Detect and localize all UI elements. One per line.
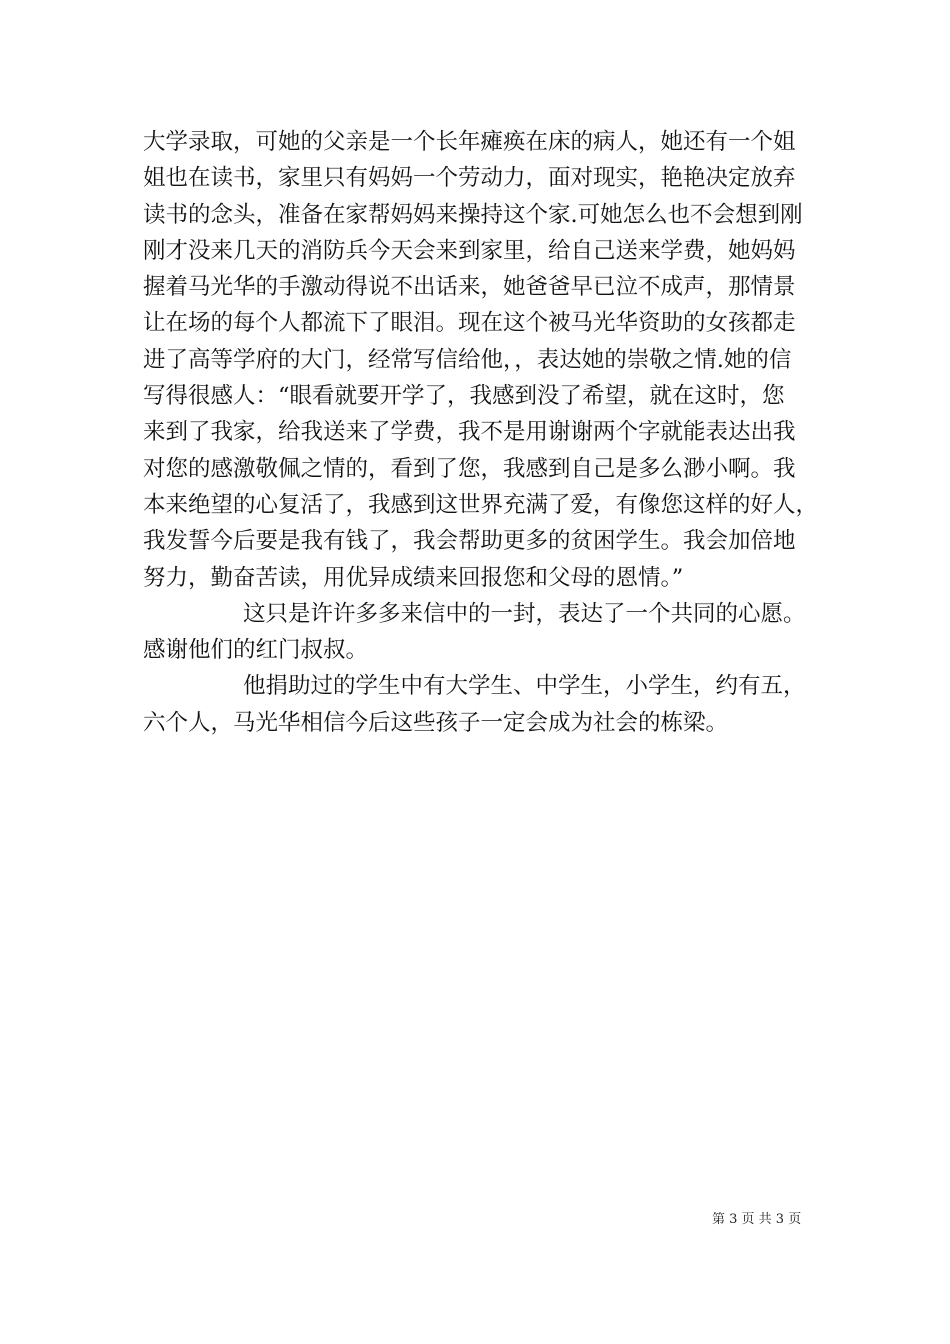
text-line: 我发誓今后要是我有钱了，我会帮助更多的贫困学生。我会加倍地: [143, 528, 796, 555]
body-text: [143, 124, 819, 741]
text-line: 本来绝望的心复活了，我感到这世界充满了爱，有像您这样的好人，: [143, 491, 819, 518]
text-line: 对您的感激敬佩之情的，看到了您，我感到自己是多么渺小啊。我: [143, 455, 796, 482]
text-line: 大学录取，可她的父亲是一个长年瘫痪在床的病人，她还有一个姐: [143, 129, 796, 155]
text-line-indented: 这只是许许多多来信中的一封，表达了一个共同的心愿。: [243, 600, 806, 627]
text-line: 刚才没来几天的消防兵今天会来到家里，给自己送来学费，她妈妈: [143, 237, 796, 264]
text-line: 姐也在读书，家里只有妈妈一个劳动力，面对现实，艳艳决定放弃: [143, 165, 796, 192]
text-line: 读书的念头，准备在家帮妈妈来操持这个家.可她怎么也不会想到刚: [143, 201, 803, 228]
text-line: 来到了我家，给我送来了学费，我不是用谢谢两个字就能表达出我: [143, 419, 796, 446]
text-line: 进了高等学府的大门，经常写信给他，，表达她的崇敬之情.她的信: [143, 346, 792, 373]
page-number-footer: 第 3 页 共 3 页: [712, 1212, 802, 1227]
text-line: 写得很感人：“眼看就要开学了，我感到没了希望，就在这时，您: [143, 383, 785, 410]
text-line: 六个人，马光华相信今后这些孩子一定会成为社会的栋梁。: [143, 709, 729, 736]
text-line: 努力，勤奋苦读，用优异成绩来回报您和父母的恩情。”: [143, 564, 684, 591]
text-line: 握着马光华的手激动得说不出话来，她爸爸早已泣不成声，那情景: [143, 274, 796, 301]
text-line: 感谢他们的红门叔叔。: [143, 637, 369, 664]
text-line: 让在场的每个人都流下了眼泪。现在这个被马光华资助的女孩都走: [143, 310, 796, 337]
text-line-indented: 他捐助过的学生中有大学生、中学生，小学生，约有五，: [243, 673, 806, 700]
